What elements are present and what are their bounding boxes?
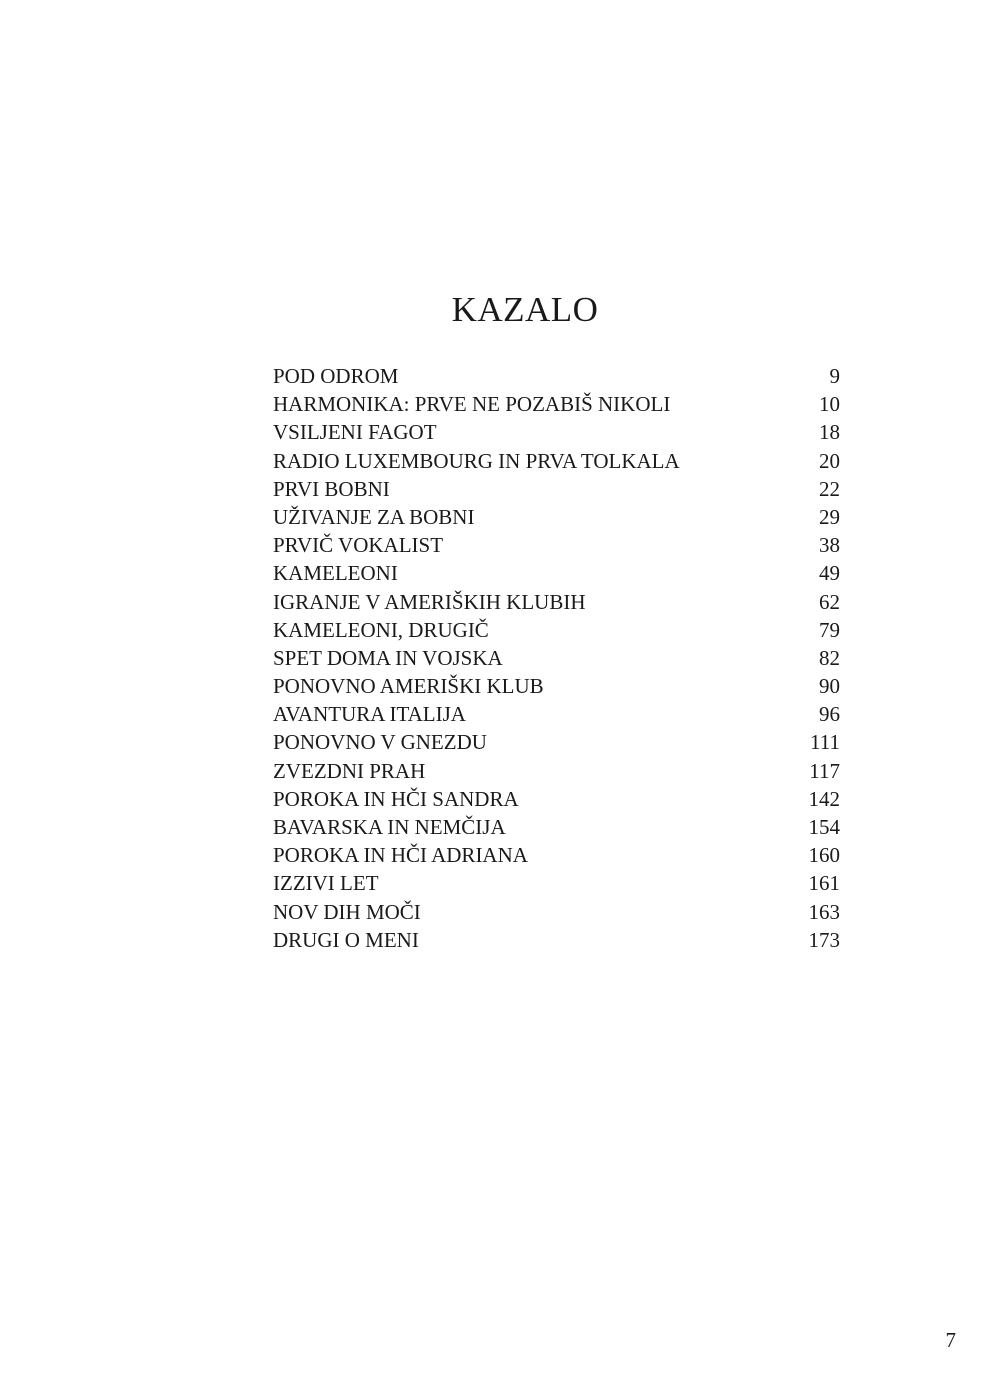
page-title: KAZALO (451, 290, 599, 329)
toc-entry (273, 616, 840, 644)
toc-entry-title: PONOVNO V GNEZDU (273, 730, 487, 755)
toc-entry-page-number: 62 (819, 589, 840, 614)
toc-entry-page-number: 96 (819, 702, 840, 727)
toc-entry-title: IGRANJE V AMERIŠKIH KLUBIH (273, 589, 586, 614)
toc-entry (273, 475, 840, 503)
toc-entry-page-number: 20 (819, 448, 840, 473)
toc-entry-title: KAMELEONI, DRUGIČ (273, 617, 489, 642)
toc-entry (273, 644, 840, 672)
toc-entry-title: HARMONIKA: PRVE NE POZABIŠ NIKOLI (273, 392, 671, 417)
toc-entry-title: ZVEZDNI PRAH (273, 758, 426, 783)
toc-entry-page-number: 18 (819, 420, 840, 445)
toc-entry-page-number: 154 (808, 815, 840, 839)
toc-entry-title: VSILJENI FAGOT (273, 420, 437, 445)
toc-entry-title: PRVI BOBNI (273, 476, 390, 501)
toc-entry (273, 588, 840, 616)
toc-entry (273, 503, 840, 531)
toc-entry-page-number: 22 (819, 476, 840, 501)
toc-entry-page-number: 10 (819, 392, 840, 417)
toc-entry-page-number: 82 (819, 645, 840, 670)
toc-entry-title: NOV DIH MOČI (273, 899, 421, 924)
toc-entry-page-number: 117 (809, 758, 840, 783)
toc-entry-page-number: 79 (819, 617, 840, 642)
toc-entry-page-number: 160 (808, 843, 840, 868)
toc-entry-page-number: 173 (808, 927, 840, 952)
toc-entry (273, 757, 840, 785)
toc-entry (273, 447, 840, 475)
toc-entry-title: POROKA IN HČI ADRIANA (273, 843, 528, 868)
toc-entry (273, 841, 840, 869)
toc-entry-title: AVANTURA ITALIJA (273, 702, 466, 727)
toc-entry-title: IZZIVI LET (273, 871, 379, 896)
toc-entry (273, 531, 840, 559)
toc-entry-page-number: 49 (819, 561, 840, 586)
toc-entry-page-number: 142 (808, 786, 840, 811)
toc-entry-title: UŽIVANJE ZA BOBNI (273, 504, 475, 529)
toc-entry (273, 672, 840, 700)
toc-entry (273, 362, 840, 390)
toc-entry-page-number: 90 (819, 674, 840, 699)
table-of-contents (273, 362, 840, 954)
toc-entry (273, 418, 840, 446)
toc-entry (273, 785, 840, 813)
toc-entry-title: RADIO LUXEMBOURG IN PRVA TOLKALA (273, 448, 680, 473)
toc-entry-title: POD ODROM (273, 364, 399, 388)
toc-entry (273, 926, 840, 954)
toc-entry-title: POROKA IN HČI SANDRA (273, 786, 519, 811)
toc-entry-title: SPET DOMA IN VOJSKA (273, 645, 503, 670)
toc-entry-title: KAMELEONI (273, 561, 398, 586)
page-number: 7 (945, 1328, 956, 1352)
toc-entry (273, 390, 840, 418)
toc-entry-page-number: 111 (810, 730, 840, 755)
toc-entry-title: PRVIČ VOKALIST (273, 533, 444, 558)
toc-entry (273, 813, 840, 841)
toc-entry-title: PONOVNO AMERIŠKI KLUB (273, 674, 544, 699)
toc-entry-page-number: 161 (808, 871, 840, 896)
toc-entry (273, 559, 840, 587)
toc-entry-page-number: 29 (819, 504, 840, 529)
toc-entry-page-number: 163 (808, 899, 840, 924)
toc-entry-title: DRUGI O MENI (273, 927, 419, 952)
toc-entry (273, 869, 840, 897)
toc-entry-title: BAVARSKA IN NEMČIJA (273, 815, 506, 839)
toc-entry (273, 898, 840, 926)
toc-entry (273, 728, 840, 756)
toc-entry-page-number: 38 (819, 533, 840, 558)
toc-entry (273, 700, 840, 728)
toc-entry-page-number: 9 (829, 364, 840, 388)
